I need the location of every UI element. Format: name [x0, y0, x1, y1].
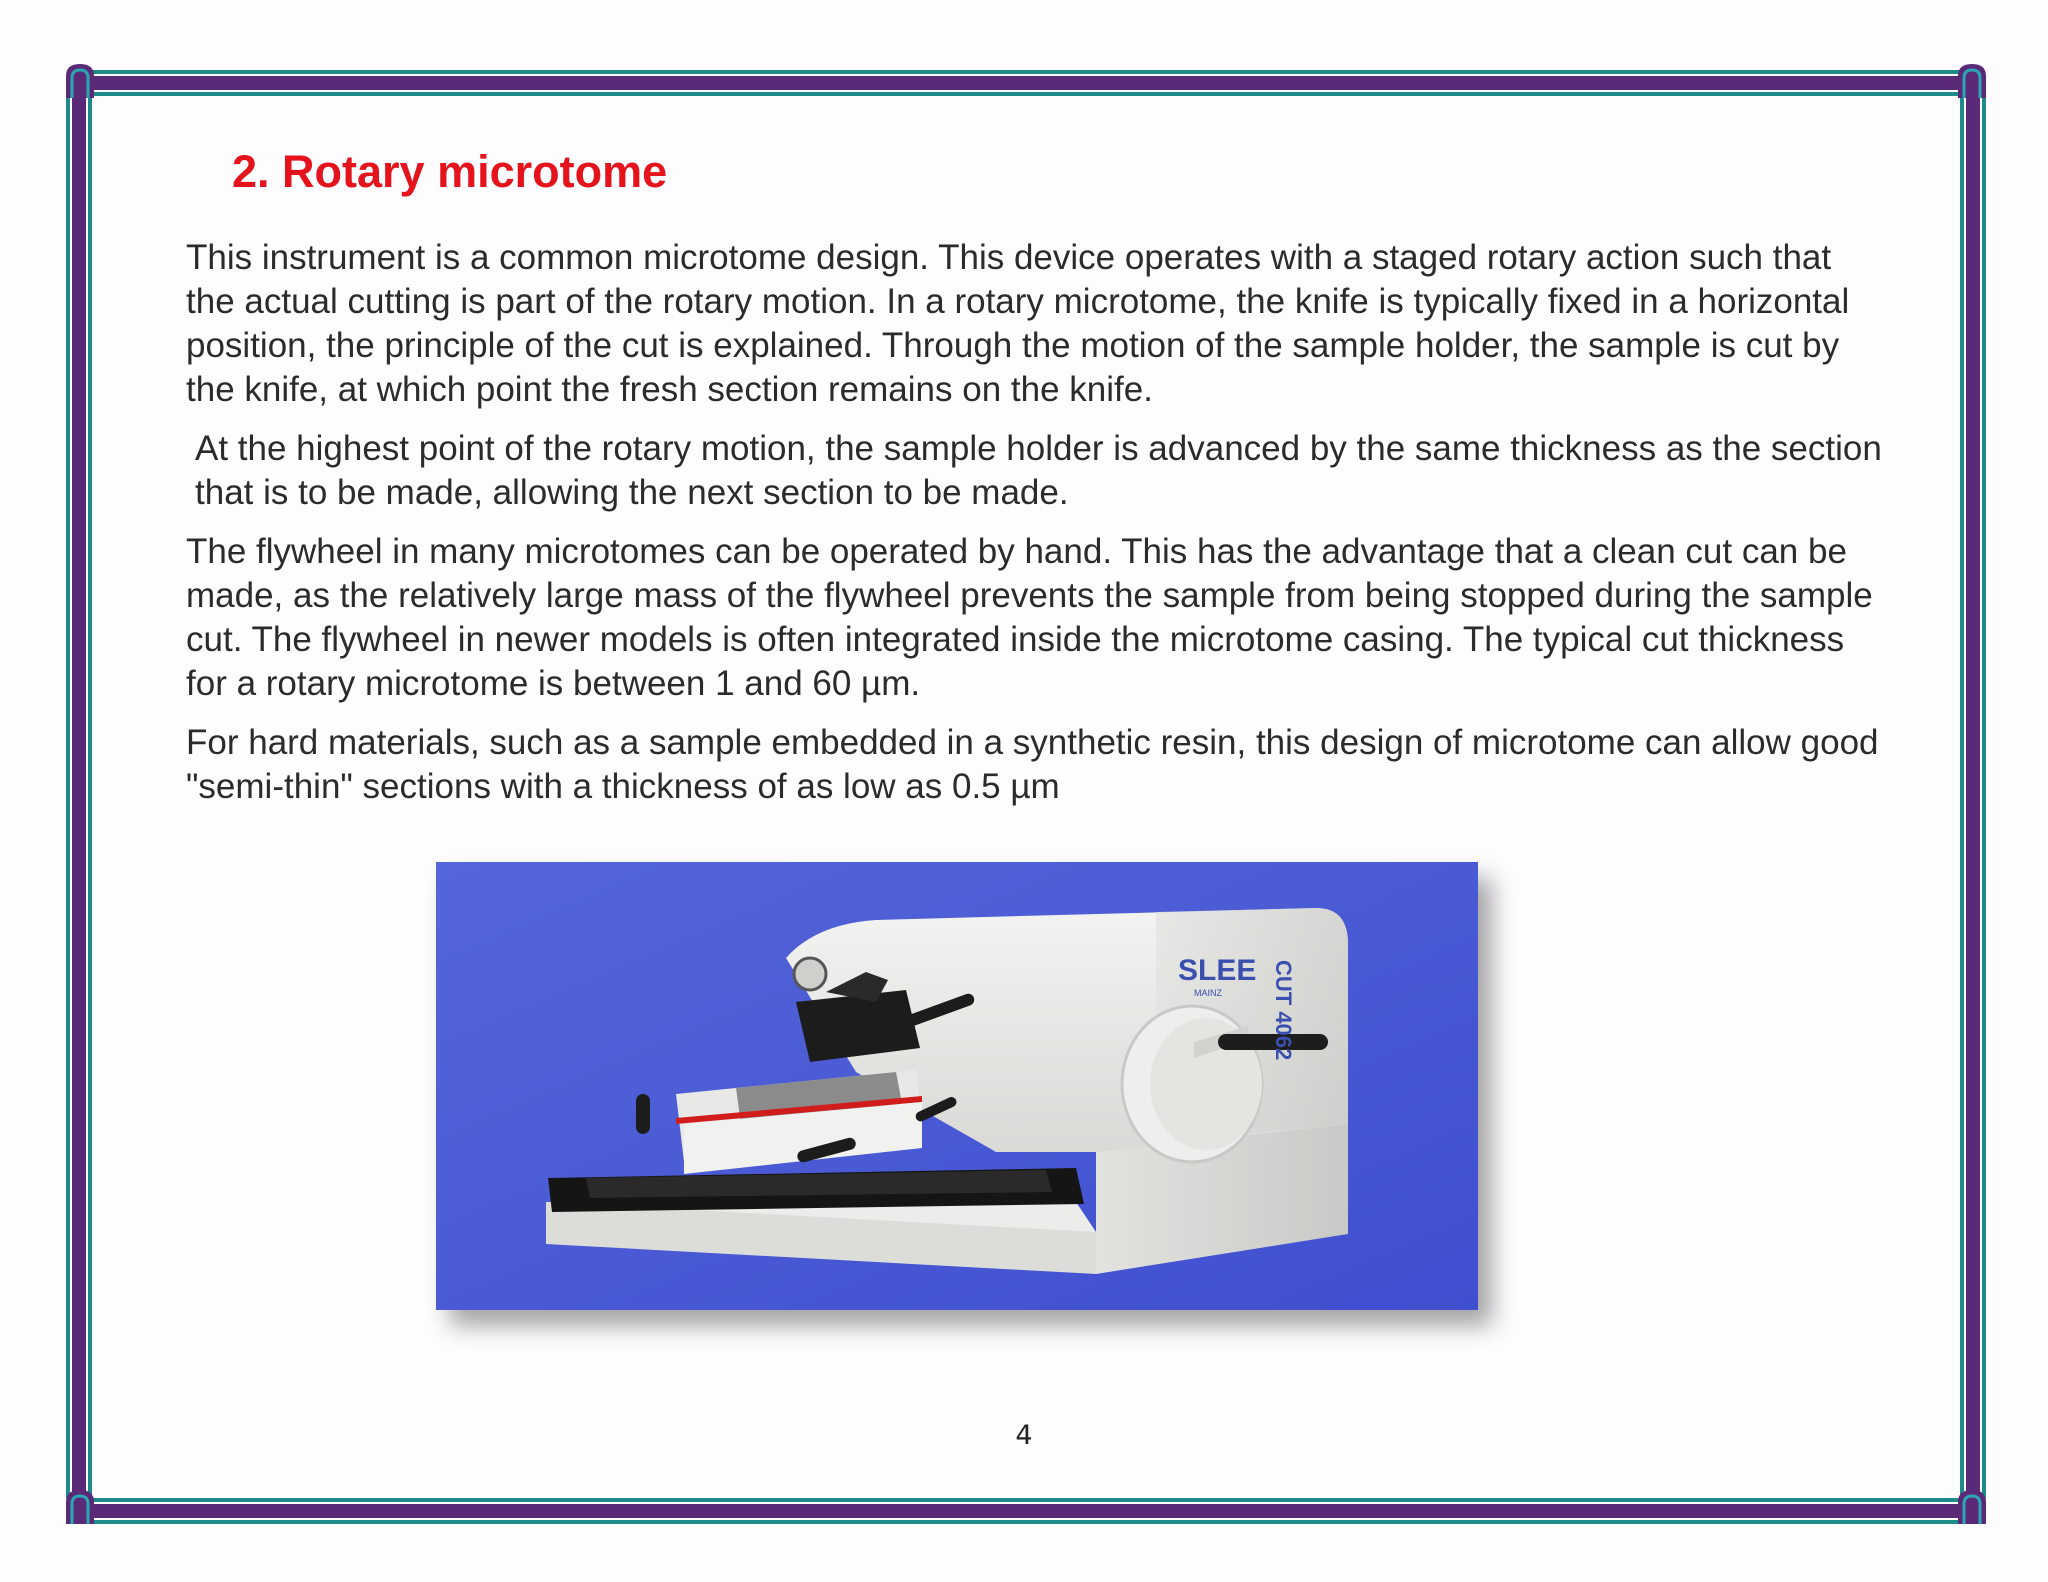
- page-number: 4: [1015, 1420, 1033, 1451]
- microtome-illustration: [436, 862, 1478, 1310]
- border-right: [1960, 84, 1986, 1498]
- corner-ornament-icon: [64, 62, 96, 100]
- brand-sublabel: MAINZ: [1194, 988, 1222, 998]
- corner-ornament-icon: [1956, 1488, 1988, 1526]
- model-label: CUT 4062: [1271, 960, 1296, 1061]
- paragraph: The flywheel in many microtomes can be operated by hand. This has the advantage that a clean cut can be made, as the relatively large mass of the flywheel prevents the sample from being stopped during the sample cut. The flywheel in newer models is often integrated inside the microtome casing. The typical cut thickness for a rotary microtome is between 1 and 60 µm.: [186, 532, 1873, 703]
- microtome-photo: [436, 862, 1478, 1310]
- corner-ornament-icon: [1956, 62, 1988, 100]
- border-top: [84, 70, 1964, 96]
- border-bottom: [84, 1498, 1964, 1524]
- paragraph: At the highest point of the rotary motion, the sample holder is advanced by the same thickness as the section that is to be made, allowing the next section to be made.: [195, 429, 1882, 512]
- paragraph: This instrument is a common microtome design. This device operates with a staged rotary action such that the actual cutting is part of the rotary motion. In a rotary microtome, the knife is typically fixed in a horizontal position, the principle of the cut is explained. Through the motion of the sample holder, the sample is cut by the knife, at which point the fresh section remains on the knife.: [186, 238, 1850, 409]
- paragraph: For hard materials, such as a sample embedded in a synthetic resin, this design of microtome can allow good "semi-thin" sections with a thickness of as low as 0.5 µm: [186, 723, 1879, 806]
- corner-ornament-icon: [64, 1488, 96, 1526]
- border-left: [66, 84, 92, 1498]
- section-heading: 2. Rotary microtome: [232, 146, 668, 197]
- brand-label: SLEE: [1178, 954, 1257, 987]
- body-text: [186, 236, 1886, 824]
